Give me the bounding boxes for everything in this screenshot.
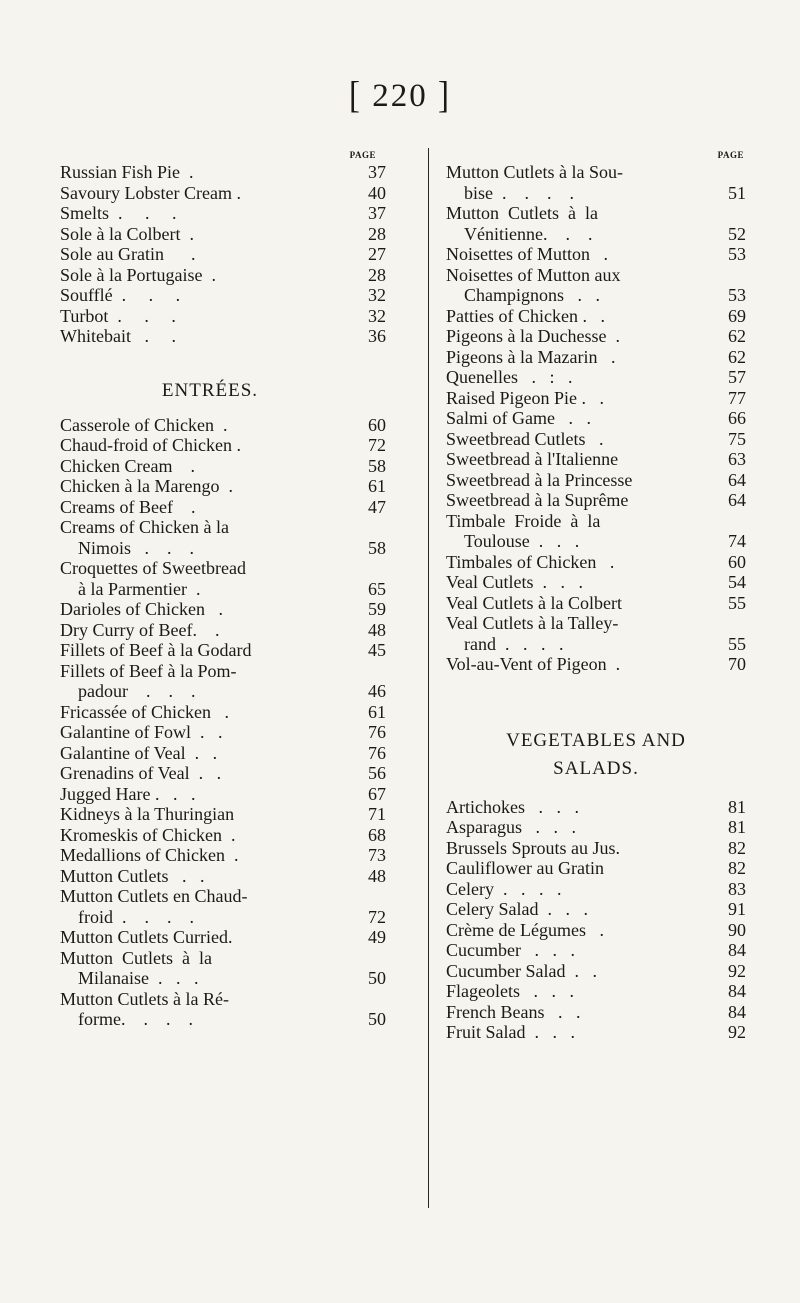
- entry-name: Jugged Hare . . .: [60, 783, 196, 804]
- entry-name: Darioles of Chicken .: [60, 599, 223, 619]
- entry-name: Vol-au-Vent of Pigeon .: [446, 654, 621, 674]
- index-entry: [446, 797, 746, 818]
- entrees-entry-list: [60, 415, 420, 1030]
- entry-name: Pigeons à la Mazarin .: [446, 346, 616, 367]
- entry-page-number: 60: [728, 551, 746, 572]
- entry-page-number: 82: [728, 837, 746, 858]
- entry-page-number: 82: [728, 858, 746, 878]
- entry-name: Raised Pigeon Pie . .: [446, 387, 604, 408]
- index-entry: [60, 702, 420, 723]
- entry-name: Pigeons à la Duchesse .: [446, 326, 620, 346]
- index-entry: [446, 817, 746, 838]
- entry-name: Mutton Cutlets à la Sou- bise . . . .: [446, 162, 623, 203]
- entry-page-number: 81: [728, 817, 746, 837]
- index-entry: [446, 367, 746, 388]
- index-entry: [60, 306, 420, 327]
- entry-page-number: 53: [728, 244, 746, 264]
- index-entry: [60, 866, 420, 887]
- entry-name: Grenadins of Veal . .: [60, 763, 222, 783]
- index-entry: [446, 429, 746, 450]
- entry-name: Kromeskis of Chicken .: [60, 824, 236, 845]
- entry-name: Timbales of Chicken .: [446, 551, 615, 572]
- entry-name: Patties of Chicken . .: [446, 305, 605, 326]
- entry-page-number: 57: [728, 367, 746, 387]
- entry-name: Chicken à la Marengo .: [60, 476, 233, 496]
- entrees-continued-list: [446, 162, 746, 675]
- entry-name: Mutton Cutlets à la Vénitienne. . .: [446, 203, 598, 244]
- entry-name: Artichokes . . .: [446, 796, 579, 817]
- entry-page-number: 58: [368, 455, 386, 476]
- entry-name: Sole à la Colbert .: [60, 223, 194, 244]
- index-entry: [446, 470, 746, 491]
- index-entry: [446, 1002, 746, 1023]
- index-entry: [446, 511, 746, 552]
- index-entry: [446, 858, 746, 879]
- index-entry: [446, 838, 746, 859]
- entry-name: Crème de Légumes .: [446, 919, 604, 940]
- entry-name: Mutton Cutlets à la Ré- forme. . . .: [60, 988, 229, 1029]
- left-column: [60, 148, 420, 1030]
- index-entry: [446, 265, 746, 306]
- entry-name: Casserole of Chicken .: [60, 414, 228, 435]
- vegetables-heading: VEGETABLES AND SALADS.: [506, 729, 686, 779]
- index-entry: [60, 640, 420, 661]
- entry-page-number: 48: [368, 619, 386, 640]
- entry-page-number: 62: [728, 346, 746, 367]
- entry-page-number: 84: [728, 940, 746, 960]
- entry-page-number: 36: [368, 326, 386, 346]
- index-entry: [60, 285, 420, 306]
- entry-name: Quenelles . : .: [446, 367, 573, 387]
- index-entry: [60, 456, 420, 477]
- entry-name: Creams of Beef .: [60, 496, 196, 517]
- index-entry: [446, 552, 746, 573]
- entry-name: Sweetbread à l'Italienne: [446, 449, 619, 469]
- index-entry: [446, 593, 746, 614]
- index-entry: [60, 265, 420, 286]
- index-entry: [446, 388, 746, 409]
- index-entry: [446, 326, 746, 347]
- entry-name: Fillets of Beef à la Godard: [60, 640, 252, 660]
- entry-name: Sweetbread Cutlets .: [446, 428, 604, 449]
- index-entry: [60, 558, 420, 599]
- index-entry: [60, 244, 420, 265]
- entry-name: Sole à la Portugaise .: [60, 264, 216, 285]
- entry-name: Sole au Gratin .: [60, 244, 196, 264]
- entry-page-number: 28: [368, 264, 386, 285]
- entry-page-number: 60: [368, 414, 386, 435]
- entry-page-number: 77: [728, 387, 746, 408]
- entry-name: Noisettes of Mutton aux Champignons . .: [446, 264, 621, 305]
- index-entry: [60, 661, 420, 702]
- index-entry: [60, 497, 420, 518]
- entry-page-number: 83: [728, 878, 746, 899]
- entry-page-number: 74: [728, 531, 746, 551]
- index-entry: [60, 804, 420, 825]
- entry-page-number: 45: [368, 640, 386, 660]
- entry-name: Smelts . . .: [60, 203, 177, 223]
- entry-name: Flageolets . . .: [446, 981, 574, 1001]
- index-entry: [446, 306, 746, 327]
- entry-name: Cucumber Salad . .: [446, 960, 597, 981]
- entry-name: Mutton Cutlets à la Milanaise . . .: [60, 947, 212, 988]
- entry-page-number: 68: [368, 824, 386, 845]
- entry-page-number: 81: [728, 796, 746, 817]
- entry-name: Croquettes of Sweetbread à la Parmentier .: [60, 558, 246, 599]
- index-entry: [60, 162, 420, 183]
- entry-name: Savoury Lobster Cream .: [60, 182, 241, 203]
- index-entry: [446, 981, 746, 1002]
- entry-page-number: 50: [368, 968, 386, 988]
- entry-name: Veal Cutlets à la Colbert: [446, 592, 622, 613]
- entry-name: Whitebait . .: [60, 326, 176, 346]
- fish-entry-list: [60, 162, 420, 347]
- index-entry: [446, 449, 746, 470]
- entry-name: Medallions of Chicken .: [60, 845, 239, 865]
- index-entry: [60, 845, 420, 866]
- index-entry: [60, 415, 420, 436]
- entry-name: Mutton Cutlets Curried.: [60, 927, 233, 947]
- index-entry: [60, 763, 420, 784]
- index-entry: [446, 203, 746, 244]
- entry-page-number: 75: [728, 428, 746, 449]
- entry-page-number: 51: [728, 182, 746, 203]
- right-bracket: ]: [438, 75, 451, 117]
- index-entry: [60, 722, 420, 743]
- entry-name: Mutton Cutlets en Chaud- froid . . . .: [60, 886, 248, 927]
- entry-page-number: 63: [728, 449, 746, 469]
- entry-page-number: 91: [728, 899, 746, 919]
- entry-page-number: 72: [368, 435, 386, 455]
- entry-name: Cucumber . . .: [446, 940, 575, 960]
- index-entry: [446, 920, 746, 941]
- entry-name: Veal Cutlets à la Talley- rand . . . .: [446, 613, 619, 654]
- entry-name: Brussels Sprouts au Jus.: [446, 837, 621, 858]
- entry-page-number: 48: [368, 865, 386, 886]
- entry-page-number: 37: [368, 162, 386, 182]
- entry-page-number: 66: [728, 408, 746, 428]
- entry-page-number: 92: [728, 1022, 746, 1042]
- index-entry: [60, 203, 420, 224]
- entry-page-number: 67: [368, 783, 386, 804]
- entry-page-number: 56: [368, 763, 386, 783]
- left-bracket: [: [349, 75, 362, 117]
- entry-page-number: 53: [728, 285, 746, 305]
- entry-page-number: 84: [728, 1001, 746, 1022]
- entry-page-number: 76: [368, 722, 386, 742]
- page-number: [0, 75, 800, 117]
- column-divider: [428, 148, 429, 1208]
- index-entry: [60, 825, 420, 846]
- entry-page-number: 55: [728, 592, 746, 613]
- entry-name: Veal Cutlets . . .: [446, 572, 583, 592]
- entry-name: Kidneys à la Thuringian: [60, 804, 235, 824]
- entry-name: Celery . . . .: [446, 878, 562, 899]
- index-entry: [446, 613, 746, 654]
- entry-name: Fruit Salad . . .: [446, 1022, 575, 1042]
- index-entry: [446, 572, 746, 593]
- index-entry: [60, 620, 420, 641]
- entry-page-number: 84: [728, 981, 746, 1001]
- entry-page-number: 59: [368, 599, 386, 619]
- entry-page-number: 72: [368, 906, 386, 927]
- entry-page-number: 92: [728, 960, 746, 981]
- index-entry: [446, 940, 746, 961]
- entrees-heading: ENTRÉES.: [161, 379, 259, 401]
- index-entry: [60, 989, 420, 1030]
- index-entry: [60, 183, 420, 204]
- vegetables-entry-list: [446, 797, 746, 1043]
- entry-name: Sweetbread à la Suprême: [446, 490, 629, 510]
- index-entry: [446, 654, 746, 675]
- entry-page-number: 76: [368, 742, 386, 763]
- index-entry: [60, 476, 420, 497]
- entry-page-number: 37: [368, 203, 386, 223]
- index-entry: [60, 784, 420, 805]
- entry-name: Chicken Cream .: [60, 455, 195, 476]
- entry-page-number: 32: [368, 285, 386, 305]
- entry-page-number: 64: [728, 490, 746, 510]
- index-entry: [60, 886, 420, 927]
- index-entry: [446, 490, 746, 511]
- entry-page-number: 64: [728, 469, 746, 490]
- index-entry: [446, 899, 746, 920]
- entry-name: French Beans . .: [446, 1001, 581, 1022]
- entry-name: Noisettes of Mutton .: [446, 244, 608, 264]
- index-entry: [446, 961, 746, 982]
- page-column-header: PAGE: [349, 150, 376, 160]
- entry-name: Mutton Cutlets . .: [60, 865, 205, 886]
- page-column-header: PAGE: [717, 150, 744, 160]
- entry-page-number: 52: [728, 223, 746, 244]
- entry-name: Turbot . . .: [60, 305, 176, 326]
- entry-page-number: 40: [368, 182, 386, 203]
- index-entry: [60, 743, 420, 764]
- entry-page-number: 58: [368, 537, 386, 558]
- index-entry: [446, 244, 746, 265]
- index-entry: [60, 326, 420, 347]
- index-entry: [446, 879, 746, 900]
- entry-name: Sweetbread à la Princesse: [446, 469, 633, 490]
- entry-page-number: 50: [368, 1009, 386, 1029]
- entry-page-number: 46: [368, 681, 386, 701]
- entry-name: Russian Fish Pie .: [60, 162, 194, 182]
- index-entry: [446, 1022, 746, 1043]
- index-entry: [60, 517, 420, 558]
- entry-page-number: 54: [728, 572, 746, 592]
- entry-page-number: 32: [368, 305, 386, 326]
- index-entry: [446, 162, 746, 203]
- entry-name: Galantine of Fowl . .: [60, 722, 223, 742]
- entry-name: Fricassée of Chicken .: [60, 701, 229, 722]
- entry-name: Celery Salad . . .: [446, 899, 588, 919]
- entry-name: Timbale Froide à la Toulouse . . .: [446, 510, 601, 551]
- index-entry: [60, 435, 420, 456]
- entry-page-number: 65: [368, 578, 386, 599]
- entry-page-number: 49: [368, 927, 386, 947]
- entry-name: Cauliflower au Gratin: [446, 858, 604, 878]
- entry-name: Chaud-froid of Chicken .: [60, 435, 241, 455]
- right-column: [446, 148, 746, 1043]
- entry-page-number: 62: [728, 326, 746, 346]
- entry-page-number: 70: [728, 654, 746, 674]
- entry-name: Asparagus . . .: [446, 817, 576, 837]
- entry-page-number: 55: [728, 633, 746, 654]
- entry-page-number: 73: [368, 845, 386, 865]
- entry-name: Galantine of Veal . .: [60, 742, 218, 763]
- entry-page-number: 28: [368, 223, 386, 244]
- entry-page-number: 90: [728, 919, 746, 940]
- index-entry: [60, 927, 420, 948]
- index-entry: [60, 948, 420, 989]
- entry-name: Soufflé . . .: [60, 285, 181, 305]
- entry-page-number: 61: [368, 476, 386, 496]
- index-entry: [446, 347, 746, 368]
- entry-page-number: 71: [368, 804, 386, 824]
- entry-name: Creams of Chicken à la Nimois . . .: [60, 517, 229, 558]
- entry-name: Fillets of Beef à la Pom- padour . . .: [60, 660, 237, 701]
- index-entry: [60, 224, 420, 245]
- index-entry: [446, 408, 746, 429]
- entry-page-number: 69: [728, 305, 746, 326]
- entry-page-number: 47: [368, 496, 386, 517]
- page-number-value: 220: [372, 78, 428, 114]
- entry-page-number: 61: [368, 701, 386, 722]
- entry-page-number: 27: [368, 244, 386, 264]
- index-entry: [60, 599, 420, 620]
- entry-name: Dry Curry of Beef. .: [60, 619, 220, 640]
- entry-name: Salmi of Game . .: [446, 408, 591, 428]
